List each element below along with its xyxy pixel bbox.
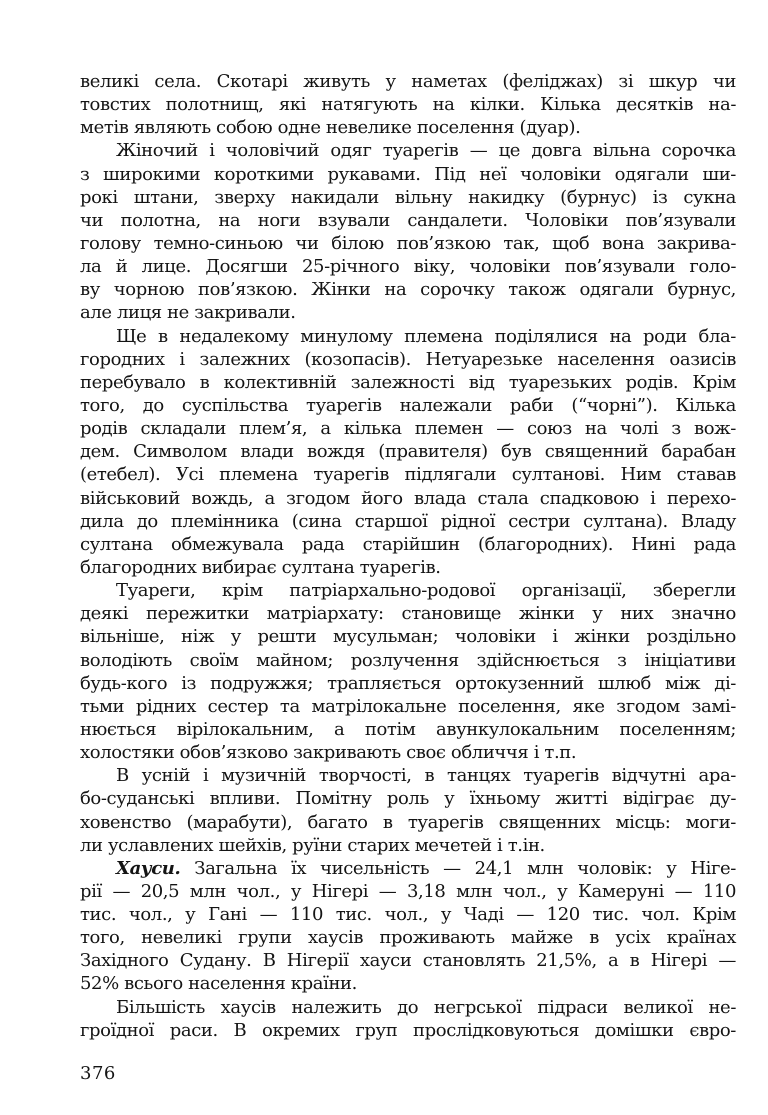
text-line: ховенство (марабути), багато в туарегів священних місць: моги- [80, 811, 736, 833]
text-line: того, невеликі групи хаусів проживають майже в усіх країнах [80, 927, 736, 949]
text-line: тьми рідних сестер та матрілокальне поселення, яке згодом замі- [80, 695, 736, 717]
text-line: Туареги, крім патріархально-родової організації, зберегли [116, 580, 736, 602]
text-line: голову темно-синьою чи білою пов’язкою так, щоб вона закрива- [80, 232, 736, 254]
paragraph [80, 70, 736, 139]
text-line: володіють своїм майном; розлучення здійснюється з ініціативи [80, 649, 736, 671]
paragraph [80, 139, 736, 324]
text-line: але лиця не закривали. [80, 302, 296, 324]
text-line: тис. чол., у Гані — 110 тис. чол., у Чаді — 120 тис. чол. Крім [80, 904, 736, 926]
text-line: родів складали плем’я, а кілька племен — союз на чолі з вож- [80, 418, 736, 440]
paragraph [80, 764, 736, 857]
text-line: чи полотна, на ноги взували сандалети. Чоловіки пов’язували [80, 209, 736, 231]
text-line: бо-суданські впливи. Помітну роль у їхньому житті відіграє ду- [80, 788, 736, 810]
text-line: перебувало в колективній залежності від туарезьких родів. Крім [80, 371, 736, 393]
text-line: будь-кого із подружжя; трапляється ортокузенний шлюб між ді- [80, 672, 736, 694]
paragraph [80, 857, 736, 996]
page-number: 376 [80, 1063, 116, 1084]
paragraph [80, 996, 736, 1042]
text-line: з широкими короткими рукавами. Під неї чоловіки одягали ши- [80, 163, 736, 185]
text-line: Жіночий і чоловічий одяг туарегів — це довга вільна сорочка [116, 140, 736, 162]
text-line: Більшість хаусів належить до негрської підраси великої не- [116, 996, 736, 1018]
text-line: рії — 20,5 млн чол., у Нігері — 3,18 млн чол., у Камеруні — 110 [80, 880, 736, 902]
text-line: ла й лице. Досягши 25-річного віку, чоловіки пов’язували голо- [80, 256, 736, 278]
text-line: товстих полотнищ, які натягують на кілки. Кілька десятків на- [80, 94, 736, 116]
text-line: холостяки обов’язково закривають своє обличчя і т.п. [80, 742, 577, 764]
text-line: Ще в недалекому минулому племена поділялися на роди бла- [116, 325, 736, 347]
paragraph [80, 325, 736, 580]
text-line: (етебел). Усі племена туарегів підлягали султанові. Ним ставав [80, 464, 736, 486]
section-lead-term: Хауси. [116, 857, 181, 879]
text-line [80, 857, 736, 880]
paragraph [80, 579, 736, 764]
text-line: 52% всього населення країни. [80, 973, 357, 995]
text-line: військовий вождь, а згодом його влада стала спадковою і перехо- [80, 487, 736, 509]
text-line: Західного Судану. В Нігерії хауси становлять 21,5%, а в Нігері — [80, 950, 736, 972]
text-line: нюється вірілокальним, а потім авункулокальним поселенням; [80, 718, 736, 740]
text-line: вільніше, ніж у решти мусульман; чоловіки і жінки роздільно [80, 626, 736, 648]
text-line-rest: Загальна їх чисельність — 24,1 млн чоловік: у Ніге- [180, 857, 736, 879]
text-line: В усній і музичній творчості, в танцях туарегів відчутні ара- [116, 765, 736, 787]
text-line: благородних вибирає султана туарегів. [80, 556, 441, 578]
text-line: деякі пережитки матріархату: становище жінки у них значно [80, 603, 736, 625]
text-line: дем. Символом влади вождя (правителя) був священний барабан [80, 441, 736, 463]
text-line: великі села. Скотарі живуть у наметах (феліджах) зі шкур чи [80, 71, 736, 92]
text-line: гроїдної раси. В окремих груп прослідковуються домішки євро- [80, 1019, 736, 1041]
text-line: метів являють собою одне невелике поселення (дуар). [80, 117, 581, 139]
text-line: рокі штани, зверху накидали вільну накидку (бурнус) із сукна [80, 186, 736, 208]
text-line: городних і залежних (козопасів). Нетуарезьке населення оазисів [80, 348, 736, 370]
text-line: султана обмежувала рада старійшин (благородних). Нині рада [80, 533, 736, 555]
text-line: ли уславлених шейхів, руїни старих мечетей і т.ін. [80, 834, 545, 856]
text-line: того, до суспільства туарегів належали раби (“чорні”). Кілька [80, 394, 736, 416]
text-line: ву чорною пов’язкою. Жінки на сорочку також одягали бурнус, [80, 279, 736, 301]
text-line: дила до племінника (сина старшої рідної сестри султана). Владу [80, 510, 736, 532]
text-column [80, 70, 736, 1042]
